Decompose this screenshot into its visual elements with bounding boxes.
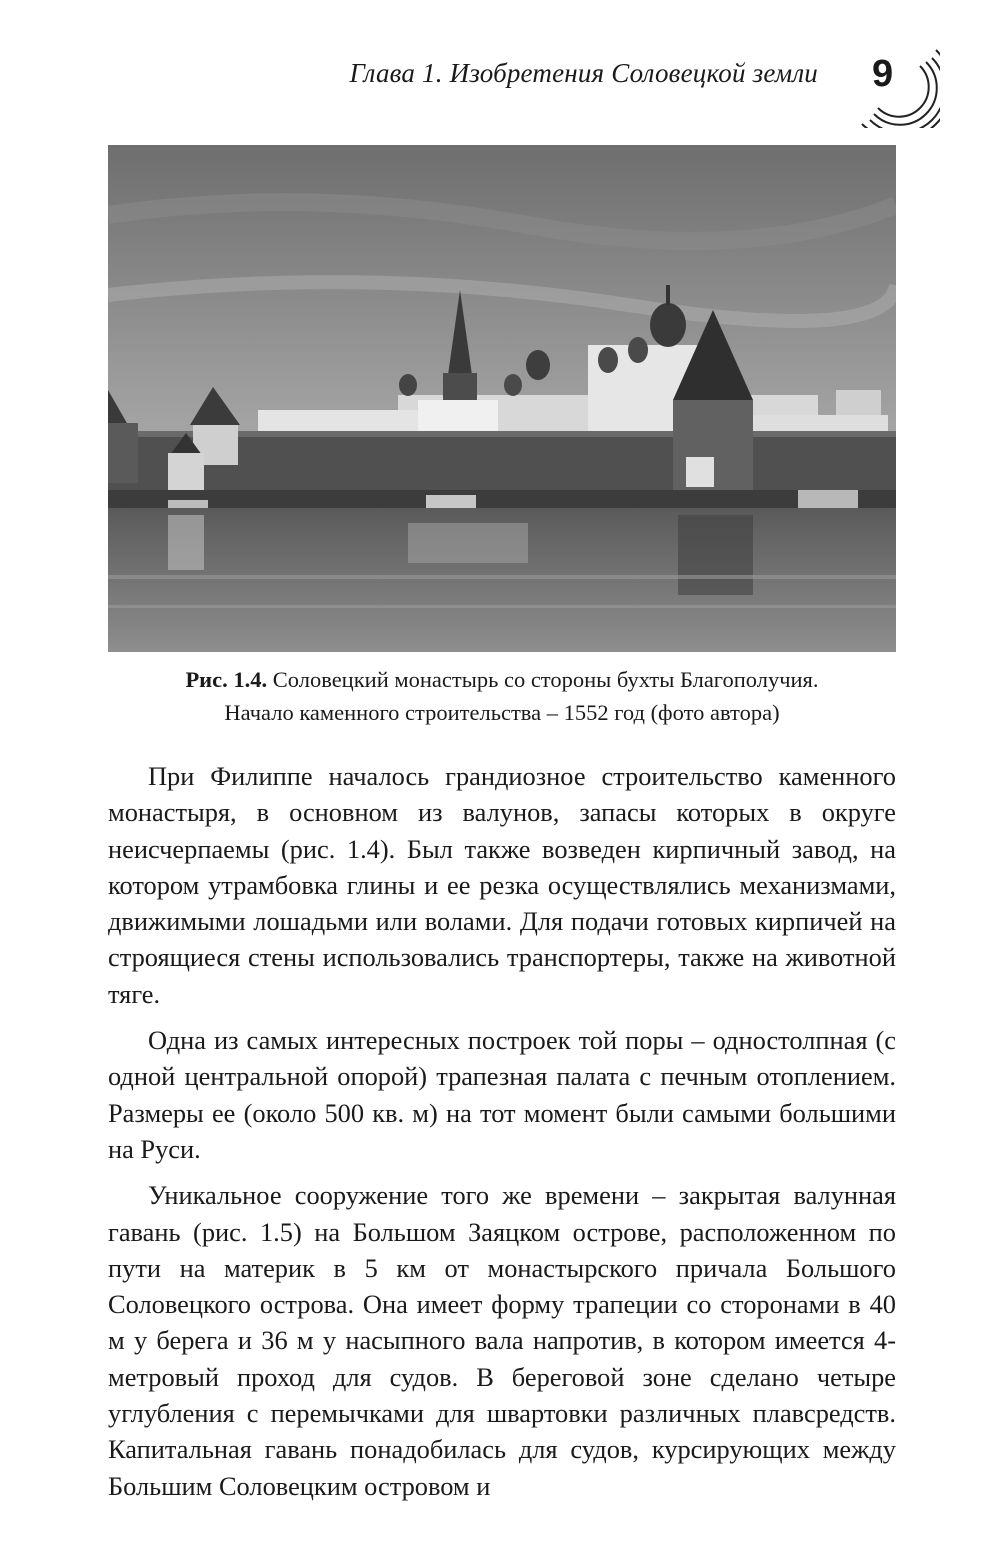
- caption-line-1: [108, 663, 896, 696]
- paragraph: Одна из самых интересных построек той поры – одностолпная (с одной центральной опорой) трапезная палата с печным отоплением. Размеры ее (около 500 кв. м) на тот момент были самыми большими на Руси.: [108, 1025, 896, 1164]
- caption-line-2: Начало каменного строительства – 1552 год (фото автора): [224, 700, 780, 725]
- running-title: Глава 1. Изобретения Соловецкой земли: [349, 58, 818, 88]
- page-number-ornament: [850, 38, 940, 128]
- paragraph: При Филиппе началось грандиозное строительство каменного монастыря, в основном из валунов, запасы которых в округе неисчерпаемы (рис. 1.4). Был также возведен кирпичный завод, на котором утрамбовка глины и ее резка осуществлялись механизмами, движимыми лошадьми или волами. Для подачи готовых кирпичей на строящиеся стены использовались транспортеры, также на животной тяге.: [108, 761, 896, 1009]
- body-text: [108, 758, 896, 1514]
- figure-label: Рис. 1.4.: [185, 667, 268, 692]
- figure-caption: [108, 663, 896, 729]
- caption-text-1: Соловецкий монастырь со стороны бухты Благополучия.: [267, 667, 819, 692]
- page-number: 9: [872, 53, 894, 95]
- paragraph: Уникальное сооружение того же времени – закрытая валунная гавань (рис. 1.5) на Большом Заяцком острове, расположенном по пути на материк в 5 км от монастырского причала Большого Соловецкого острова. Она имеет форму трапеции со сторонами в 40 м у берега и 36 м у насыпного вала напротив, в котором имеется 4-метровый проход для судов. В береговой зоне сделано четыре углубления с перемычками для швартовки различных плавсредств. Капитальная гавань понадобилась для судов, курсирующих между Большим Соловецким островом и: [108, 1180, 896, 1501]
- monastery-photo: [108, 145, 896, 652]
